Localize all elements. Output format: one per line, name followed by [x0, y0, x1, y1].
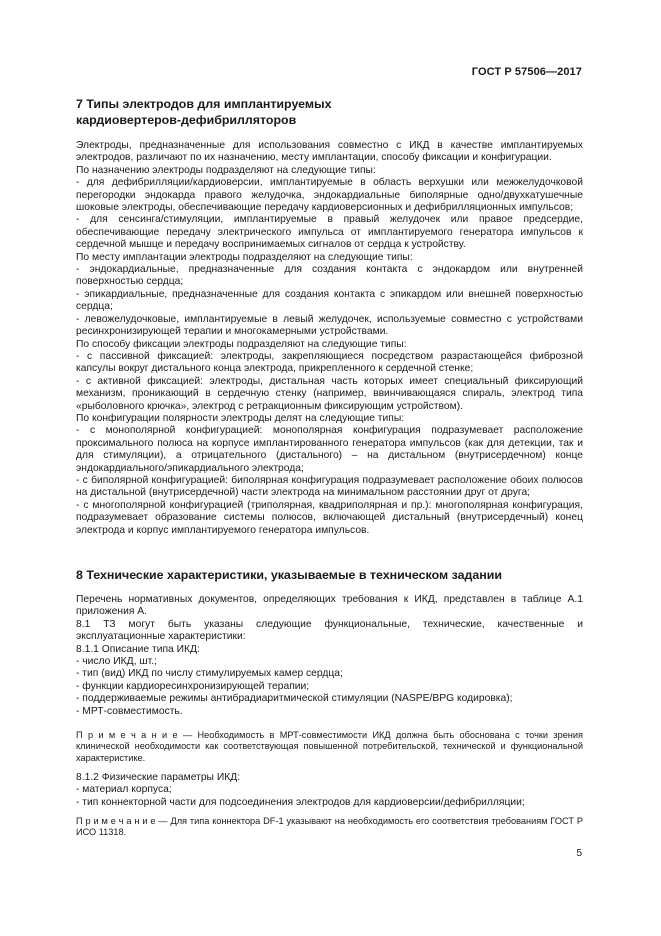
subsection-title: 8.1.2 Физические параметры ИКД:	[76, 772, 241, 783]
paragraph: По назначению электроды подразделяют на следующие типы:	[76, 164, 376, 176]
list-item: - с активной фиксацией: электроды, дистальная часть которых имеет специальный фиксирующий механизм, проникающий в сердечную стенку (например, ввинчивающаяся спираль, электрод типа «рыболовного крючка», электрод с ретракционным фиксирующим устройством).	[76, 375, 583, 412]
section-7-title-line2: кардиовертеров-дефибрилляторов	[76, 113, 297, 127]
section-7-heading	[76, 96, 496, 128]
note-label: П р и м е ч а н и е	[76, 816, 156, 826]
note-text: — Необходимость в МРТ-совместимости ИКД должна быть обоснована с точки зрения клинической необходимости как соответствующая повышенной потребительской, технической и функциональной характеристике.	[76, 730, 583, 763]
paragraph: Электроды, предназначенные для использования совместно с ИКД в качестве имплантируемых электродов, различают по их назначению, месту имплантации, способу фиксации и конфигурации.	[76, 140, 583, 164]
list-item: - левожелудочковые, имплантируемые в левый желудочек, используемые совместно с устройствами ресинхронизирующей терапии и многокамерными устройствами.	[76, 313, 583, 338]
standard-header: ГОСТ Р 57506—2017	[471, 66, 582, 78]
list-item: - тип (вид) ИКД по числу стимулируемых камер сердца;	[76, 668, 343, 680]
note-text: — Для типа коннектора DF-1 указывают на необходимость его соответствия требованиям ГОСТ Р ИСО 11318.	[76, 816, 583, 838]
list-item: - эпикардиальные, предназначенные для создания контакта с эпикардом или внешней поверхностью сердца;	[76, 288, 583, 313]
note-label: П р и м е ч а н и е	[76, 730, 178, 740]
note-mri	[76, 730, 583, 764]
paragraph: Перечень нормативных документов, определяющих требования к ИКД, представлен в таблице А.1 приложения А.	[76, 594, 583, 618]
list-item: - с биполярной конфигурацией: биполярная конфигурация подразумевает расположение обоих полюсов на дистальной (внутрисердечной) части электрода на минимальном расстоянии друг от друга;	[76, 474, 583, 499]
list-item: - функции кардиоресинхронизирующей терапии;	[76, 680, 310, 692]
page-number: 5	[576, 848, 582, 859]
section-8-1-2	[76, 772, 583, 809]
section-7-title-line1: 7 Типы электродов для имплантируемых	[76, 97, 332, 111]
list-item: - эндокардиальные, предназначенные для создания контакта с эндокардом или внутренней поверхностью сердца;	[76, 264, 583, 288]
section-7-body	[76, 140, 583, 537]
paragraph: По способу фиксации электроды подразделяют на следующие типы:	[76, 338, 407, 350]
list-item: - с пассивной фиксацией: электроды, закрепляющиеся посредством разрастающейся фиброзной капсулы вокруг дистального конца электрода, прикрепленного к сердечной стенке;	[76, 350, 583, 375]
list-item: - с многополярной конфигурацией (триполярная, квадриполярная и пр.): многополярная конфигурация, подразумевает образование системы полюсов, включающей дистальный (внутрисердечный) конец электрода и корпус имплантируемого генератора импульсов.	[76, 499, 583, 536]
paragraph: 8.1 ТЗ могут быть указаны следующие функциональные, технические, качественные и эксплуатационные характеристики:	[76, 618, 583, 643]
list-item: - поддерживаемые режимы антибрадиаритмической стимуляции (NASPE/BPG кодировка);	[76, 693, 513, 705]
paragraph: По конфигурации полярности электроды делят на следующие типы:	[76, 412, 405, 424]
list-item: - тип коннекторной части для подсоединения электродов для кардиоверсии/дефибрилляции;	[76, 796, 525, 808]
list-item: - для сенсинга/стимуляции, имплантируемые в правый желудочек или правое предсердие, обеспечивающие передачу электрического импульса от имплантируемого генератора импульсов к сердечной мышце и передачу воспринимаемых сигналов от сердца к устройству.	[76, 214, 583, 251]
section-8-body	[76, 594, 583, 718]
subsection-title: 8.1.1 Описание типа ИКД:	[76, 643, 200, 655]
paragraph: По месту имплантации электроды подразделяют на следующие типы:	[76, 251, 413, 263]
note-connector	[76, 816, 583, 839]
list-item: - с монополярной конфигурацией: монополярная конфигурация подразумевает расположение проксимального полюса на корпусе имплантированного генератора импульсов (как для детекции, так и для стимуляции), а отрицательного (дистального) – на дистальном (внутрисердечном) конце эндокардиального/эпикардиального электрода;	[76, 425, 583, 474]
list-item: - МРТ-совместимость.	[76, 705, 183, 717]
list-item: - материал корпуса;	[76, 784, 172, 796]
list-item: - для дефибрилляции/кардиоверсии, имплантируемые в область верхушки или межжелудочковой перегородки эндокарда правого желудочка, эндокардиальные биполярные одно/двухкатушечные шоковые электроды, обеспечивающие передачу кардиоверсионных и дефибрилляционных импульсов;	[76, 177, 583, 214]
list-item: - число ИКД, шт.;	[76, 656, 157, 668]
section-8-heading: 8 Технические характеристики, указываемые в техническом задании	[76, 568, 502, 582]
